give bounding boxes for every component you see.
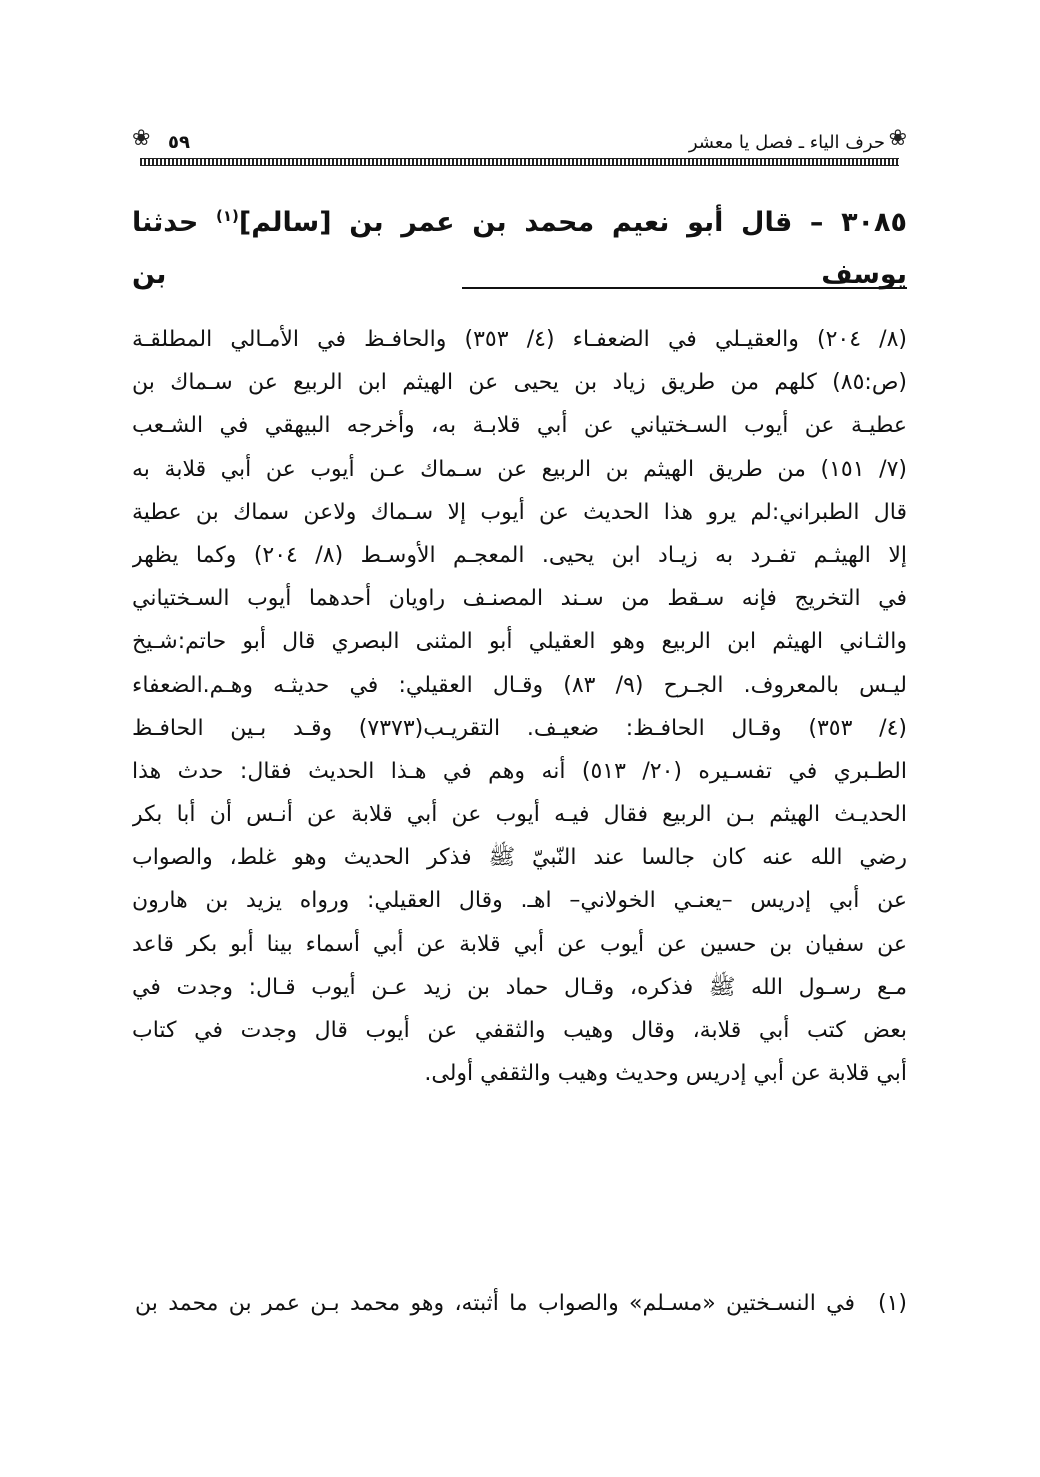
note-line: في التخريج فإنه سـقط من سـند المصنـف راويان أحدهما أيوب السـختياني	[132, 586, 907, 612]
commentary-notes	[132, 318, 907, 1095]
note-line: رضي الله عنه كان جالسا عند النّبيّ ﷺ فذكر الحديث وهو غلط، والصواب	[132, 845, 907, 871]
page-number: ٥٩	[168, 132, 190, 153]
note-line: الحديـث الهيثم بـن الربيع فقال فيـه أيوب عن أبي قلابة عن أنـس أن أبا بكر	[132, 802, 907, 828]
note-line: قال الطبراني:لم يرو هذا الحديث عن أيوب إلا سـماك ولاعن سماك بن عطية	[132, 499, 907, 525]
footnote-separator	[462, 287, 907, 289]
header-title: حرف الياء ـ فصل يا معشر	[688, 132, 885, 153]
note-line: إلا الهيثـم تفـرد به زيـاد ابن يحيى. المعجـم الأوسـط (٨/ ٢٠٤) وكما يظهر	[132, 542, 907, 568]
footnote-ref: (١)	[216, 207, 239, 225]
note-line: (ص:٨٥) كلهم من طريق زياد بن يحيى عن الهيثم ابن الربيع عن سـماك بن	[132, 370, 907, 396]
ornament-right-icon: ❀	[888, 126, 907, 151]
footnote	[132, 1282, 907, 1325]
ornament-left-icon: ❀	[132, 126, 151, 151]
note-line: الطـبري في تفسـيره (٢٠/ ٥١٣) أنه وهم في هـذا الحديث فقال: حدث هذا	[132, 758, 907, 784]
note-line: عن سفيان بن حسين عن أيوب عن أبي قلابة عن أبي أسماء بينا أبو بكر قاعد	[132, 931, 907, 957]
note-line: (٧/ ١٥١) من طريق الهيثم بن الربيع عن سـماك عـن أيوب عن أبي قلابة به	[132, 456, 907, 482]
note-line: أبي قلابة عن أبي إدريس وحديث وهيب والثقفي أولى.	[424, 1061, 907, 1087]
hadith-text-start: ٣٠٨٥ – قال أبو نعيم محمد بن عمر بن [سالم]	[238, 207, 907, 238]
note-line: (٨/ ٢٠٤) والعقيـلي في الضعفـاء (٤/ ٣٥٣) والحافـظ في الأمـالي المطلقـة	[132, 327, 907, 352]
note-line: (٤/ ٣٥٣) وقـال الحافـظ: ضعيـف. التقريـب(٧٣٧٣) وقـد بـين الحافـظ	[132, 715, 907, 741]
note-line: بعض كتب أبي قلابة، وقال وهيب والثقفي عن أيوب قال وجدت في كتاب	[132, 1018, 907, 1043]
header-rule	[140, 158, 899, 166]
footnote-number: (١)	[877, 1291, 907, 1316]
note-line: والثـاني الهيثم ابن الربيع وهو العقيلي أبو المثنى البصري قال أبو حاتم:شـيخ	[132, 629, 907, 655]
running-header	[132, 126, 907, 170]
note-line: عطيـة عن أيوب السـختياني عن أبي قلابـة به، وأخرجه البيهقي في الشـعب	[132, 413, 907, 439]
hadith-text-end: حدثنا يوسف بن	[132, 207, 907, 290]
hadith-text	[132, 190, 907, 301]
note-line: عن أبي إدريس –يعنـي الخولاني– اهـ. وقال العقيلي: ورواه يزيد بن هارون	[132, 888, 907, 914]
note-line: ليـس بالمعروف. الجـرح (٩/ ٨٣) وقـال العقيلي: في حديثـه وهـم.الضعفاء	[132, 672, 907, 698]
footnote-text: في النسـختين «مسـلم» والصواب ما أثبته، وهو محمد بـن عمر بن محمد بن	[135, 1291, 855, 1316]
note-line: مـع رسـول الله ﷺ فذكره، وقـال حماد بن زيد عـن أيوب قـال: وجدت في	[132, 974, 907, 1000]
